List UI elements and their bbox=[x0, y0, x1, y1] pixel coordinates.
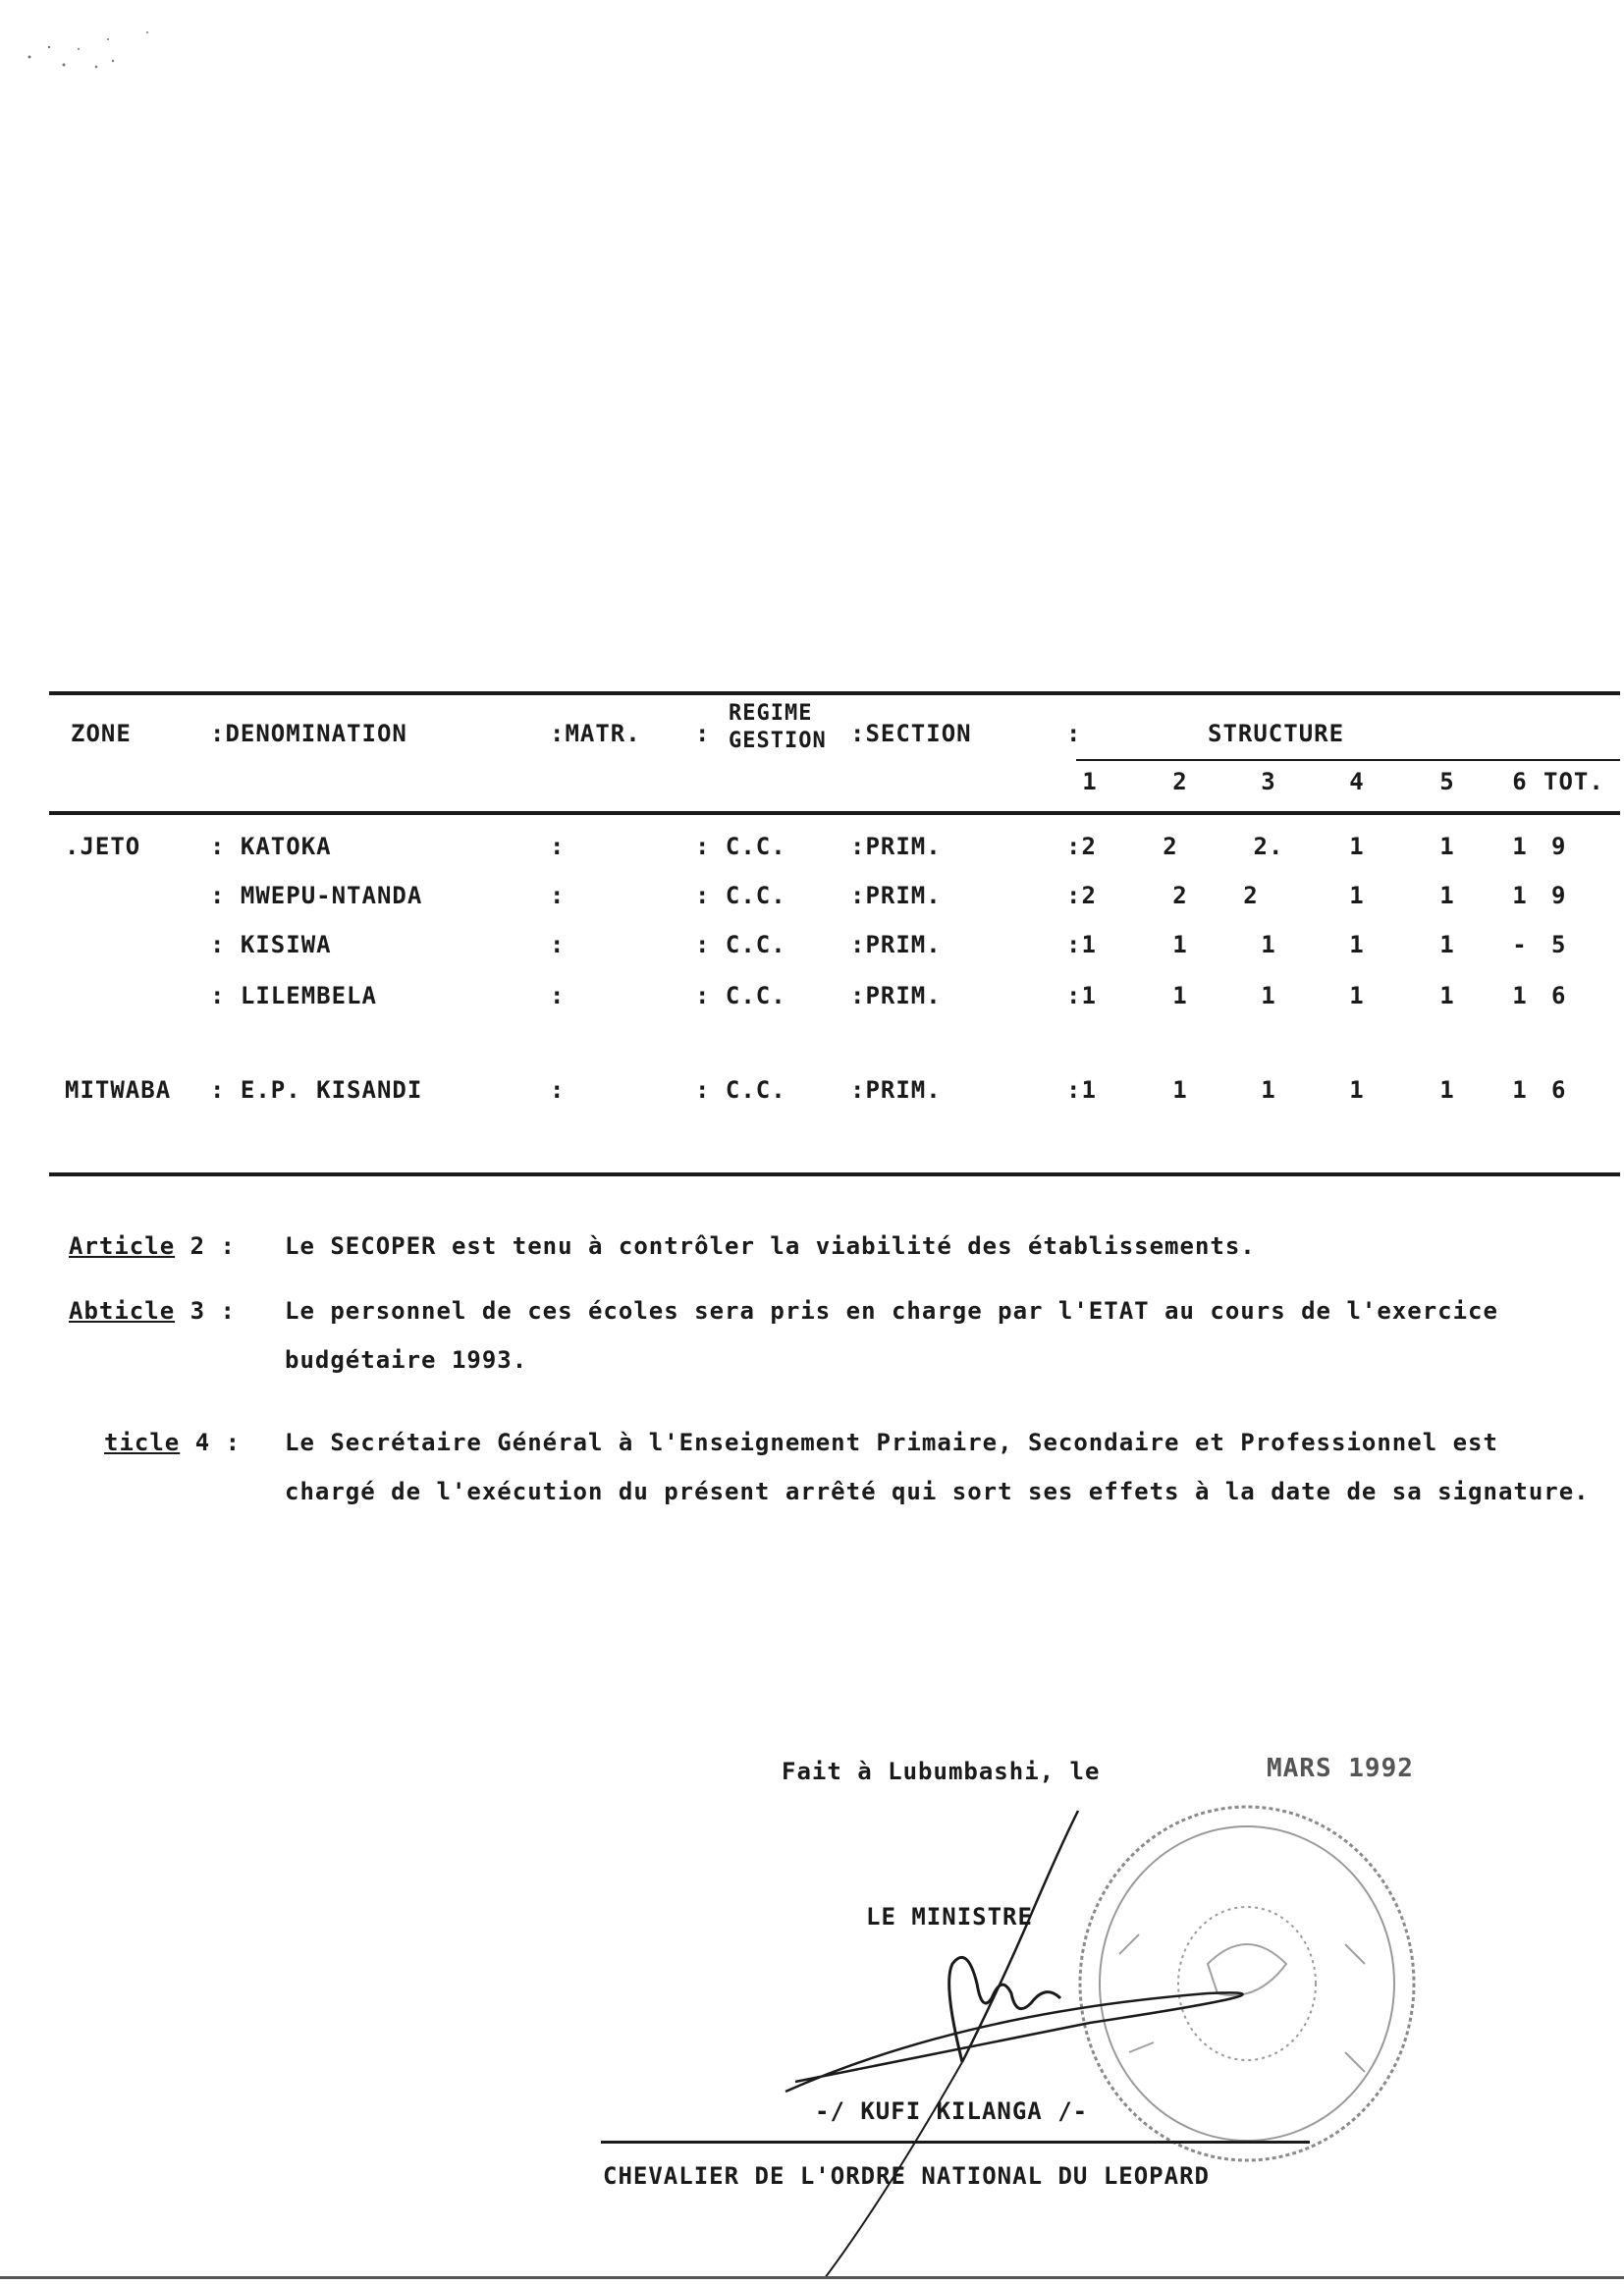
structure-col-total: TOT. bbox=[1543, 768, 1604, 795]
row-total: 9 bbox=[1551, 833, 1567, 860]
row-struct-6: 1 bbox=[1512, 833, 1528, 860]
row-matr: : bbox=[550, 982, 566, 1009]
row-total: 9 bbox=[1551, 882, 1567, 909]
row-denomination: : MWEPU-NTANDA bbox=[210, 882, 423, 909]
article-text: Le Secrétaire Général à l'Enseignement Primaire, Secondaire et Professionnel est chargé de l'exécution du présent arrêté qui sort ses effets à la date de sa signature. bbox=[285, 1429, 1590, 1505]
scan-speckles bbox=[20, 27, 157, 86]
row-struct-1: :2 bbox=[1066, 882, 1097, 909]
header-denomination: :DENOMINATION bbox=[210, 720, 407, 747]
article-keyword: ticle bbox=[104, 1429, 181, 1456]
article-keyword: Abticle bbox=[69, 1297, 176, 1325]
row-struct-5: 1 bbox=[1439, 833, 1455, 860]
signatory-title: LE MINISTRE bbox=[866, 1903, 1033, 1931]
structure-col-3: 3 bbox=[1261, 768, 1276, 795]
row-regime: : C.C. bbox=[695, 982, 786, 1009]
header-separator: : bbox=[695, 720, 711, 747]
row-total: 6 bbox=[1551, 1076, 1567, 1104]
article-number: 2 : bbox=[175, 1232, 236, 1260]
row-struct-3: 1 bbox=[1261, 1076, 1276, 1104]
row-struct-2: 1 bbox=[1172, 931, 1188, 958]
row-struct-2: 1 bbox=[1172, 1076, 1188, 1104]
row-total: 5 bbox=[1551, 931, 1567, 958]
signature-rule bbox=[601, 2141, 1310, 2144]
row-struct-4: 1 bbox=[1349, 982, 1365, 1009]
row-struct-2: 2 bbox=[1172, 882, 1188, 909]
row-struct-6: - bbox=[1512, 931, 1528, 958]
article-text: Le personnel de ces écoles sera pris en charge par l'ETAT au cours de l'exercice budgétaire 1993. bbox=[285, 1297, 1498, 1374]
row-regime: : C.C. bbox=[695, 833, 786, 860]
row-struct-3: 1 bbox=[1261, 982, 1276, 1009]
header-structure: STRUCTURE bbox=[1208, 720, 1345, 747]
row-struct-1: :2 bbox=[1066, 833, 1097, 860]
row-struct-6: 1 bbox=[1512, 882, 1528, 909]
handwritten-signature bbox=[766, 1787, 1316, 2278]
row-struct-1: :1 bbox=[1066, 1076, 1097, 1104]
row-denomination: : KATOKA bbox=[210, 833, 332, 860]
article-number: 4 : bbox=[180, 1429, 242, 1456]
row-section: :PRIM. bbox=[850, 931, 942, 958]
row-denomination: : LILEMBELA bbox=[210, 982, 377, 1009]
row-denomination: : E.P. KISANDI bbox=[210, 1076, 423, 1104]
article-2 bbox=[69, 1222, 1600, 1271]
row-struct-2: 2 bbox=[1163, 833, 1178, 860]
structure-col-6: 6 bbox=[1512, 768, 1528, 795]
article-3 bbox=[69, 1286, 1600, 1385]
signatory-honor: CHEVALIER DE L'ORDRE NATIONAL DU LEOPARD bbox=[603, 2162, 1210, 2190]
row-matr: : bbox=[550, 931, 566, 958]
row-matr: : bbox=[550, 833, 566, 860]
signatory-name: -/ KUFI KILANGA /- bbox=[815, 2097, 1089, 2125]
stamped-date: MARS 1992 bbox=[1267, 1754, 1414, 1783]
row-matr: : bbox=[550, 882, 566, 909]
row-struct-1: :1 bbox=[1066, 982, 1097, 1009]
row-struct-1: :1 bbox=[1066, 931, 1097, 958]
article-4 bbox=[69, 1418, 1600, 1516]
header-zone: ZONE bbox=[71, 720, 132, 747]
row-section: :PRIM. bbox=[850, 833, 942, 860]
row-struct-6: 1 bbox=[1512, 1076, 1528, 1104]
row-struct-4: 1 bbox=[1349, 833, 1365, 860]
row-struct-3: 2 bbox=[1243, 882, 1259, 909]
structure-col-1: 1 bbox=[1082, 768, 1098, 795]
structure-col-4: 4 bbox=[1349, 768, 1365, 795]
row-regime: : C.C. bbox=[695, 882, 786, 909]
row-struct-3: 2. bbox=[1253, 833, 1284, 860]
row-struct-2: 1 bbox=[1172, 982, 1188, 1009]
row-regime: : C.C. bbox=[695, 931, 786, 958]
header-matr: :MATR. bbox=[550, 720, 641, 747]
row-total: 6 bbox=[1551, 982, 1567, 1009]
structure-col-2: 2 bbox=[1172, 768, 1188, 795]
row-struct-4: 1 bbox=[1349, 931, 1365, 958]
place-and-date: Fait à Lubumbashi, le bbox=[782, 1758, 1101, 1785]
row-struct-6: 1 bbox=[1512, 982, 1528, 1009]
header-bottom-rule bbox=[49, 811, 1620, 815]
row-section: :PRIM. bbox=[850, 882, 942, 909]
article-text: Le SECOPER est tenu à contrôler la viabilité des établissements. bbox=[285, 1232, 1256, 1260]
header-regime: REGIME bbox=[729, 701, 813, 726]
article-keyword: Article bbox=[69, 1232, 176, 1260]
row-regime: : C.C. bbox=[695, 1076, 786, 1104]
header-gestion: GESTION bbox=[729, 729, 827, 753]
structure-col-5: 5 bbox=[1439, 768, 1455, 795]
header-section: :SECTION bbox=[850, 720, 972, 747]
row-struct-5: 1 bbox=[1439, 1076, 1455, 1104]
row-denomination: : KISIWA bbox=[210, 931, 332, 958]
article-number: 3 : bbox=[175, 1297, 236, 1325]
table-bottom-rule bbox=[49, 1172, 1620, 1176]
row-struct-5: 1 bbox=[1439, 982, 1455, 1009]
row-struct-3: 1 bbox=[1261, 931, 1276, 958]
row-section: :PRIM. bbox=[850, 1076, 942, 1104]
page-bottom-edge bbox=[0, 2276, 1624, 2279]
row-struct-4: 1 bbox=[1349, 882, 1365, 909]
row-zone: MITWABA bbox=[65, 1076, 172, 1104]
header-structure-separator: : bbox=[1066, 720, 1082, 747]
row-section: :PRIM. bbox=[850, 982, 942, 1009]
structure-underline bbox=[1076, 759, 1620, 761]
table-top-rule bbox=[49, 691, 1620, 695]
row-struct-5: 1 bbox=[1439, 882, 1455, 909]
row-struct-5: 1 bbox=[1439, 931, 1455, 958]
row-zone: .JETO bbox=[65, 833, 141, 860]
row-matr: : bbox=[550, 1076, 566, 1104]
row-struct-4: 1 bbox=[1349, 1076, 1365, 1104]
